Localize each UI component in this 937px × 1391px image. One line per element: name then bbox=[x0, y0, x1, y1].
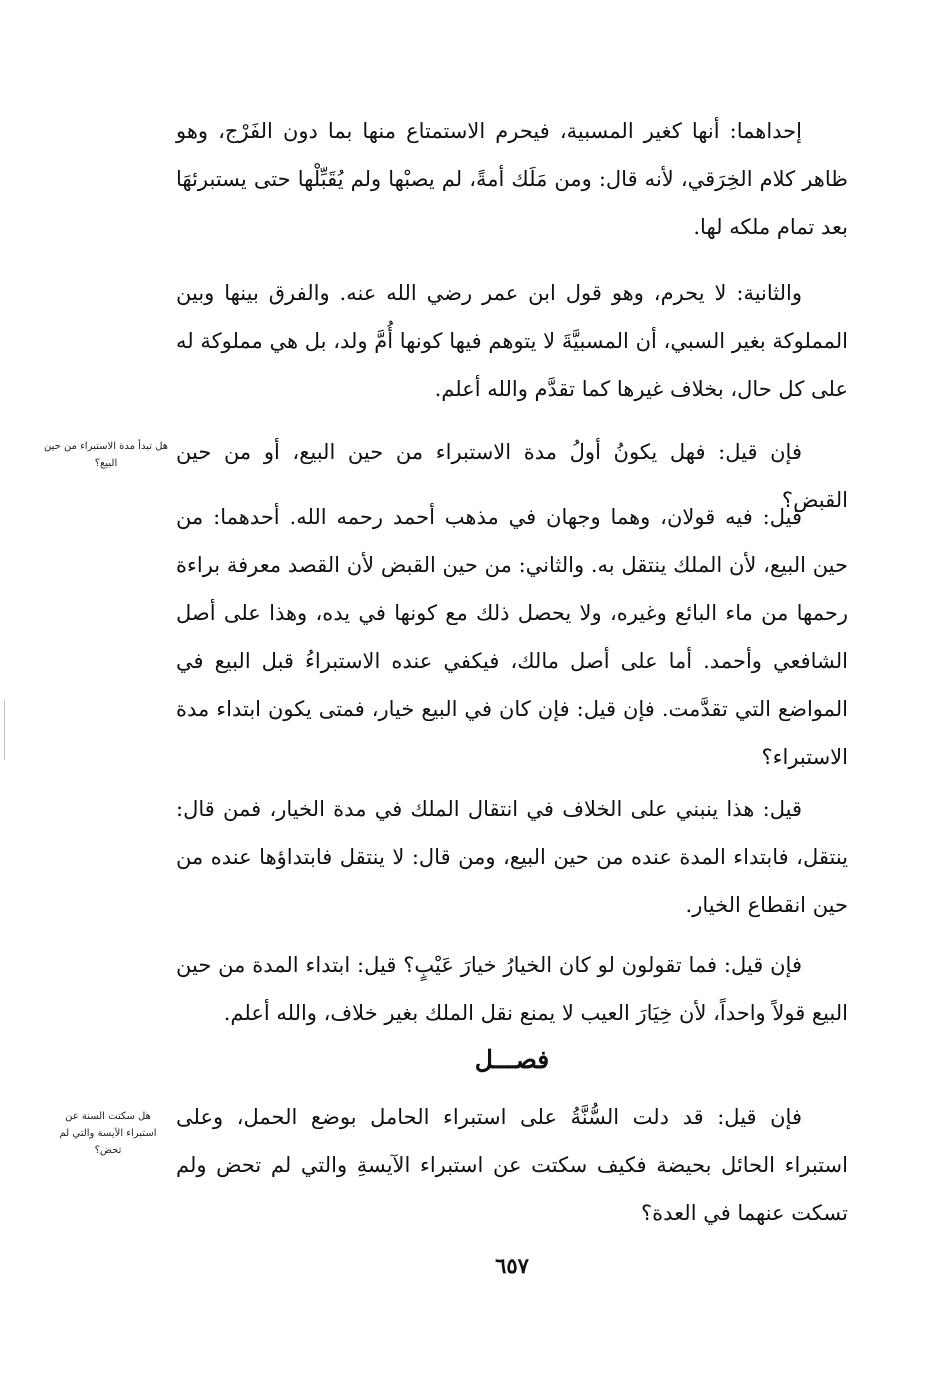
paragraph-block-5 bbox=[176, 785, 848, 929]
paragraph-5: قيل: هذا ينبني على الخلاف في انتقال الملك في مدة الخيار، فمن قال: ينتقل، فابتداء المدة عنده من حين البيع، ومن قال: لا ينتقل فابتداؤها عنده من حين انقطاع الخيار. bbox=[176, 797, 848, 917]
paragraph-block-6 bbox=[176, 941, 848, 1037]
page-number: ٦٥٧ bbox=[495, 1253, 529, 1278]
paragraph-block-1 bbox=[176, 107, 848, 251]
paragraph-4: قيل: فيه قولان، وهما وجهان في مذهب أحمد رحمه الله. أحدهما: من حين البيع، لأن الملك ينتقل به. والثاني: من حين القبض لأن القصد معرفة براءة رحمها من ماء البائع وغيره، ولا يحصل ذلك مع كونها في يده، وهذا على أصل الشافعي وأحمد. أما على أصل مالك، فيكفي عنده الاستبراءُ قبل البيع في المواضع التي تقدَّمت. فإن قيل: فإن كان في البيع خيار، فمتى يكون ابتداء مدة الاستبراء؟ bbox=[176, 505, 848, 769]
margin-note-2: هل سكتت السنة عن استبراء الآيسة والتي لم تحض؟ bbox=[59, 1111, 157, 1156]
paragraph-block-7 bbox=[176, 1093, 848, 1237]
margin-note-1: هل تبدأ مدة الاستبراء من حين البيع؟ bbox=[43, 441, 169, 469]
page-edge-mark bbox=[4, 700, 5, 760]
section-heading: فصـــل bbox=[474, 1045, 550, 1074]
paragraph-block-4 bbox=[176, 493, 848, 781]
paragraph-7: فإن قيل: قد دلت السُّنَّةُ على استبراء الحامل بوضع الحمل، وعلى استبراء الحائل بحيضة فكيف سكتت عن استبراء الآيسةِ والتي لم تحض ولم تسكت عنهما في العدة؟ bbox=[176, 1105, 848, 1225]
paragraph-block-2 bbox=[176, 269, 848, 413]
paragraph-2: والثانية: لا يحرم، وهو قول ابن عمر رضي الله عنه. والفرق بينها وبين المملوكة بغير السبي، أن المسبيَّةَ لا يتوهم فيها كونها أُمَّ ولد، بل هي مملوكة له على كل حال، بخلاف غيرها كما تقدَّم والله أعلم. bbox=[176, 281, 848, 401]
paragraph-1: إحداهما: أنها كغير المسبية، فيحرم الاستمتاع منها بما دون الفَرْج، وهو ظاهر كلام الخِرَقي، لأنه قال: ومن مَلَك أمةً، لم يصبْها ولم يُقَبِّلْها حتى يستبرئهَا بعد تمام ملكه لها. bbox=[176, 119, 848, 239]
paragraph-3: فإن قيل: فهل يكونُ أولُ مدة الاستبراء من حين البيع، أو من حين القبض؟ bbox=[176, 440, 848, 512]
paragraph-6: فإن قيل: فما تقولون لو كان الخيارُ خيارَ عَيْبٍ؟ قيل: ابتداء المدة من حين البيع قولاً واحداً، لأن خِيَارَ العيب لا يمنع نقل الملك بغير خلاف، والله أعلم. bbox=[176, 953, 848, 1025]
